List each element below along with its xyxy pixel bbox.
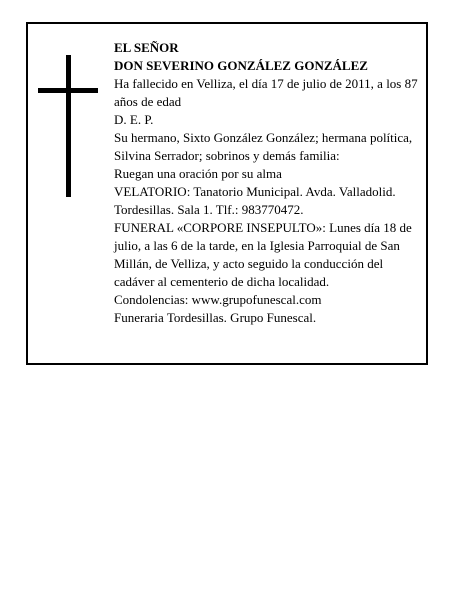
rip-text: D. E. P. <box>114 112 154 127</box>
notice-title: EL SEÑOR <box>114 40 179 55</box>
wake-text: VELATORIO: Tanatorio Municipal. Avda. Valladolid. Tordesillas. Sala 1. Tlf.: 983770472. <box>114 184 396 217</box>
cross-vertical-bar <box>66 55 71 197</box>
funeral-home-text: Funeraria Tordesillas. Grupo Funescal. <box>114 310 317 325</box>
notice-text <box>114 39 419 327</box>
funeral-text: FUNERAL «CORPORE INSEPULTO»: Lunes día 18 de julio, a las 6 de la tarde, en la Iglesia Parroquial de San Millán, de Velliza, y acto seguido la conducción del cadáver al cementerio de dicha localidad. <box>114 220 412 289</box>
family-text: Su hermano, Sixto González González; hermana política, Silvina Serrador; sobrinos y demás familia: <box>114 130 413 163</box>
obituary-notice <box>26 22 428 365</box>
prayer-text: Ruegan una oración por su alma <box>114 166 282 181</box>
cross-icon <box>38 55 98 197</box>
condolences-text: Condolencias: www.grupofunescal.com <box>114 292 322 307</box>
cross-horizontal-bar <box>38 88 98 93</box>
death-info: Ha fallecido en Velliza, el día 17 de julio de 2011, a los 87 años de edad <box>114 76 418 109</box>
deceased-name: DON SEVERINO GONZÁLEZ GONZÁLEZ <box>114 58 368 73</box>
